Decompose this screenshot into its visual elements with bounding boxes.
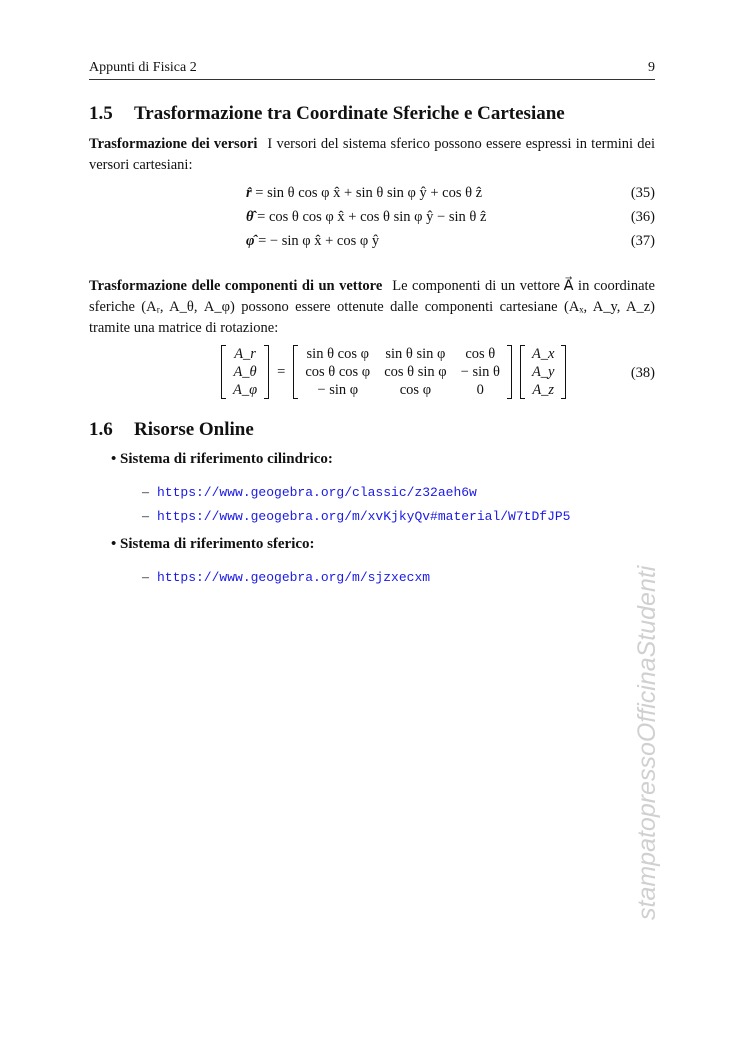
paragraph-versori (89, 134, 655, 176)
geogebra-link[interactable]: https://www.geogebra.org/classic/z32aeh6w (157, 485, 477, 500)
paragraph-text: I versori del sistema sferico possono essere espressi in termini dei versori cartesiani: (89, 136, 655, 173)
eq-rhs: = cos θ cos φ x̂ + cos θ sin φ ŷ − sin θ ẑ (257, 209, 487, 225)
section-number: 1.6 (89, 419, 113, 440)
equation-35 (246, 185, 482, 202)
watermark: stampatopressoOfficinaStudenti (633, 565, 661, 920)
equation-37 (246, 233, 379, 250)
paragraph-heading: Trasformazione dei versori (89, 136, 258, 152)
matrix-equation (221, 345, 566, 399)
header-title: Appunti di Fisica 2 (89, 60, 197, 75)
eq-rhs: = sin θ cos φ x̂ + sin θ sin φ ŷ + cos θ ẑ (255, 185, 483, 201)
geogebra-link[interactable]: https://www.geogebra.org/m/xvKjkyQv#material/W7tDfJP5 (157, 509, 571, 524)
list-subitem: – https://www.geogebra.org/m/xvKjkyQv#material/W7tDfJP5 (142, 509, 571, 524)
section-title: Risorse Online (134, 419, 254, 440)
equation-number: (36) (630, 209, 655, 225)
equation-number: (37) (630, 233, 655, 249)
list-item: • Sistema di riferimento cilindrico: (111, 451, 333, 467)
list-subitem: – https://www.geogebra.org/m/sjzxecxm (142, 570, 431, 585)
page-header (89, 60, 655, 80)
page-number: 9 (648, 60, 655, 75)
equation-36 (246, 209, 486, 226)
eq-lhs: φ̂ (246, 233, 255, 249)
section-number: 1.5 (89, 103, 113, 124)
list-item: • Sistema di riferimento sferico: (111, 536, 315, 552)
resource-label: Sistema di riferimento cilindrico: (120, 451, 333, 467)
geogebra-link[interactable]: https://www.geogebra.org/m/sjzxecxm (157, 570, 431, 585)
paragraph-text: Le componenti di un vettore A⃗ in coordinate sferiche (Aᵣ, A_θ, A_φ) possono essere ottenute dalle componenti cartesiane (Aₓ, A_y, A_z) tramite una matrice di rotazione: (89, 278, 655, 336)
rotation-matrix: sin θ cos φ sin θ sin φ cos θ cos θ cos φ cos θ sin φ − sin θ − sin φ cos φ 0 (293, 345, 512, 399)
vector-spherical: A_r A_θ A_φ (221, 345, 269, 399)
section-heading-1-5 (89, 103, 565, 125)
section-title: Trasformazione tra Coordinate Sferiche e Cartesiane (134, 103, 565, 124)
paragraph-heading: Trasformazione delle componenti di un vettore (89, 278, 383, 294)
vector-cartesian: A_x A_y A_z (520, 345, 567, 399)
eq-lhs: r̂ (246, 185, 252, 201)
resource-label: Sistema di riferimento sferico: (120, 536, 315, 552)
equation-number: (35) (630, 185, 655, 201)
eq-lhs: θ̂ (246, 209, 254, 225)
paragraph-componenti (89, 276, 655, 339)
eq-rhs: = − sin φ x̂ + cos φ ŷ (258, 233, 380, 249)
equation-number: (38) (630, 365, 655, 381)
section-heading-1-6 (89, 419, 254, 441)
list-subitem: – https://www.geogebra.org/classic/z32aeh6w (142, 485, 477, 500)
equals-sign: = (277, 363, 286, 380)
